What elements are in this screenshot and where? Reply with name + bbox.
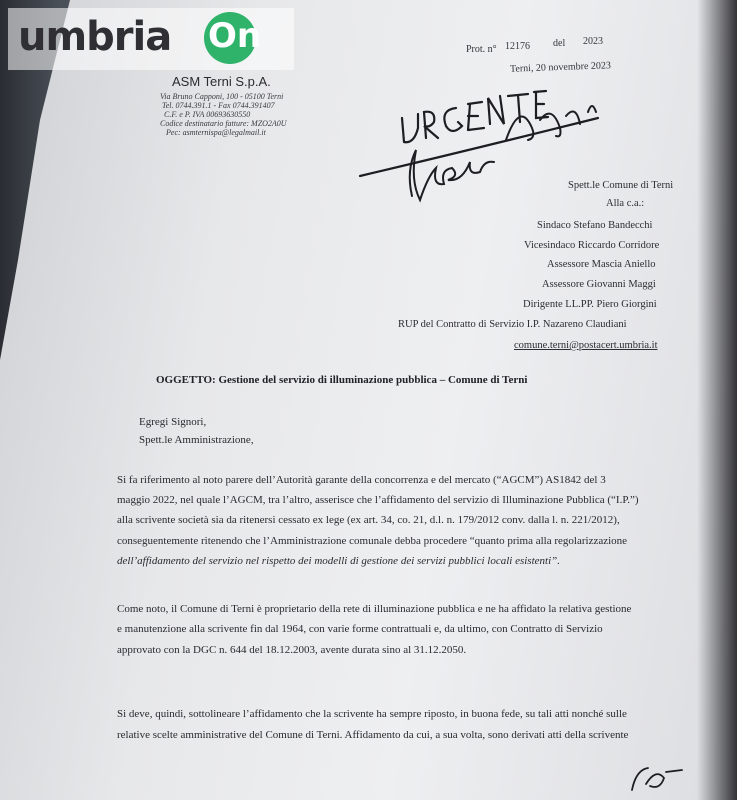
recipient-attention: Alla c.a.: xyxy=(606,198,645,209)
recipient-item: Assessore Giovanni Maggi xyxy=(542,279,656,290)
recipient-item: Dirigente LL.PP. Piero Giorgini xyxy=(523,299,657,310)
protocol-date-label: del xyxy=(553,38,566,49)
recipient-item: RUP del Contratto di Servizio I.P. Nazareno Claudiani xyxy=(398,319,627,330)
company-address-line: Codice destinatario fatture: MZO2A0U xyxy=(160,119,287,128)
paragraph-line: maggio 2022, nel quale l’AGCM, tra l’altro, asserisce che l’affidamento del servizio di Illuminazione Pubblica (“I.P.”) xyxy=(117,494,639,506)
watermark-brand-text: umbria xyxy=(18,14,172,60)
paragraph-line-quote: dell’affidamento del servizio nel rispetto dei modelli di gestione dei servizi pubblici locali esistenti”. xyxy=(117,555,560,567)
recipient-entity: Spett.le Comune di Terni xyxy=(568,180,674,191)
paragraph-line: Si deve, quindi, sottolineare l’affidamento che la scrivente ha sempre riposto, in buona fede, su tali atti nonché sulle xyxy=(117,708,627,720)
place-and-date: Terni, 20 novembre 2023 xyxy=(509,60,612,75)
paragraph-line: conseguentemente ritenendo che l’Amministrazione comunale debba procedere “quanto prima alla regolarizzazione xyxy=(117,535,628,547)
greeting-line: Egregi Signori, xyxy=(139,416,207,428)
company-address-line: Via Bruno Capponi, 100 - 05100 Terni xyxy=(160,92,284,101)
greeting-line: Spett.le Amministrazione, xyxy=(139,434,254,446)
protocol-label: Prot. n° xyxy=(466,44,497,55)
subject-text: Gestione del servizio di illuminazione pubblica – Comune di Terni xyxy=(218,374,528,386)
urgente-handwritten-stamp xyxy=(360,91,598,176)
watermark-brand-on: On xyxy=(208,16,262,56)
recipient-item: Vicesindaco Riccardo Corridore xyxy=(524,240,660,251)
paragraph-line: relative scelte amministrative del Comune di Terni. Affidamento da cui, a sua volta, sono derivati atti della scrivente xyxy=(117,729,629,741)
company-name: ASM Terni S.p.A. xyxy=(172,74,271,89)
protocol-year: 2023 xyxy=(583,36,603,47)
paragraph-line: Come noto, il Comune di Terni è proprietario della rete di illuminazione pubblica e ne ha affidato la relativa gestione xyxy=(117,603,632,615)
recipient-item: Sindaco Stefano Bandecchi xyxy=(537,220,653,231)
paragraph-line: approvato con la DGC n. 644 del 18.12.2003, avente durata sino al 31.12.2050. xyxy=(117,644,467,656)
company-address-line: Tel. 0744.391.1 - Fax 0744.391407 xyxy=(162,101,275,110)
subject-line xyxy=(156,374,527,386)
recipient-item: Assessore Mascia Aniello xyxy=(547,259,656,270)
subject-label: OGGETTO: xyxy=(156,374,216,386)
paragraph-line: Si fa riferimento al noto parere dell’Autorità garante della concorrenza e del mercato (“AGCM”) AS1842 del 3 xyxy=(117,474,606,486)
paragraph-line: alla scrivente società sia da ritenersi cessato ex lege (ex art. 34, co. 21, d.l. n. 179/2012 conv. dalla l. n. 221/2012), xyxy=(117,514,620,526)
company-address-line: C.F. e P. IVA 00693630550 xyxy=(164,110,251,119)
initials-scribble xyxy=(632,768,682,790)
paragraph-line: e manutenzione alla scrivente fin dal 1964, con varie forme contrattuali e, da ultimo, con Contratto di Servizio xyxy=(117,623,603,635)
protocol-number: 12176 xyxy=(505,41,530,52)
company-pec: Pec: asmternispa@legalmail.it xyxy=(166,128,266,137)
recipient-pec-link[interactable]: comune.terni@postacert.umbria.it xyxy=(514,340,658,351)
